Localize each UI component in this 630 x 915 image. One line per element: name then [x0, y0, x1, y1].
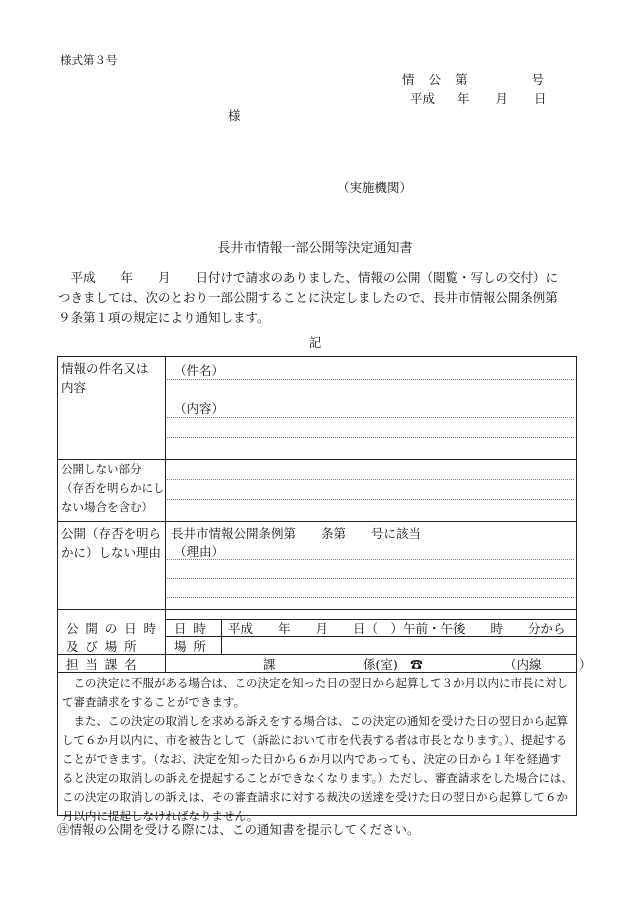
content-label: （内容）	[174, 401, 225, 416]
row-divider	[58, 609, 576, 610]
body-line: ９条第１項の規定により通知します。	[58, 310, 270, 325]
blank-line	[167, 379, 574, 380]
issue-date	[410, 89, 547, 107]
department-label: 担当課名	[66, 657, 144, 672]
date-month: 月	[495, 91, 509, 106]
date-day: 日	[534, 91, 547, 106]
body-line: つきましては、次のとおり一部公開することに決定しましたので、長井市情報公開条例第	[58, 290, 558, 305]
blank-line	[167, 417, 574, 418]
ref-char-1: 情	[402, 72, 415, 87]
notice-table	[57, 356, 592, 823]
disclosure-datetime-label: 公開の日時	[66, 621, 163, 636]
blank-line	[167, 437, 574, 438]
place-field-label: 場所	[174, 639, 213, 654]
reason-label: 公開（存否を明ら かに）しない理由	[61, 526, 162, 560]
column-divider	[221, 619, 222, 654]
ki-heading: 記	[308, 335, 322, 350]
ordinance-article: 長井市情報公開条例第 条第 号に該当	[171, 526, 422, 541]
blank-line	[167, 479, 574, 480]
subject-content-label: 情報の件名又は 内容	[61, 361, 149, 395]
subject-label: （件名）	[174, 363, 225, 378]
datetime-field-label: 日時	[174, 621, 213, 636]
date-year: 年	[457, 91, 470, 106]
body-paragraph	[58, 268, 578, 328]
blank-line	[167, 597, 574, 598]
ref-char-3: 第	[455, 72, 468, 87]
addressee-suffix: 様	[228, 108, 241, 123]
reference-number	[402, 70, 544, 88]
undisclosed-part-label: 公開しない部分 （存否を明らかにし ない場合を含む）	[61, 462, 165, 514]
blank-line	[167, 559, 574, 560]
form-number: 様式第３号	[60, 53, 118, 67]
blank-line	[167, 499, 574, 500]
disclosure-place-label: 及び場所	[66, 639, 144, 654]
ref-char-4: 号	[531, 72, 545, 87]
row-divider	[58, 521, 576, 522]
date-era: 平成	[410, 91, 436, 106]
footnote: ㊟情報の公開を受ける際には、この通知書を提示してください。	[57, 822, 420, 837]
body-line: 平成 年 月 日付けで請求のありました、情報の公開（閲覧・写しの交付）に	[58, 270, 559, 285]
department-value: 課 係(室) ☎ （内線 ）	[263, 657, 592, 672]
blank-line	[167, 578, 574, 579]
issuing-agency: （実施機関）	[337, 180, 413, 195]
datetime-value: 平成 年 月 日（ ）午前・午後 時 分から	[228, 621, 566, 636]
ref-char-2: 公	[428, 72, 442, 87]
reason-field-label: （理由）	[174, 544, 225, 559]
column-divider	[165, 357, 166, 672]
appeal-notice: この決定に不服がある場合は、この決定を知った日の翌日から起算して３か月以内に市長に対し て審査請求をすることができます。 また、この決定の取消しを求める訴えをする場合は、この決定の通知を受けた日の翌日から起算 して６か月以内に、市を被告として（訴訟において市を代表する者は市長となります。）、提起する ことができます。（なお、決定を知った日から６か月以内であっても、決定の日から１年を経過す ると決定の取消しの訴えを提起することができなくなります。）ただし、審査請求をした場合には、 この決定の取消しの訴えは、その審査請求に対する裁決の送達を受けた日の翌日から起算して６か 月以内に提起しなければなりません。	[62, 676, 573, 823]
document-title: 長井市情報一部公開等決定通知書	[217, 241, 413, 256]
